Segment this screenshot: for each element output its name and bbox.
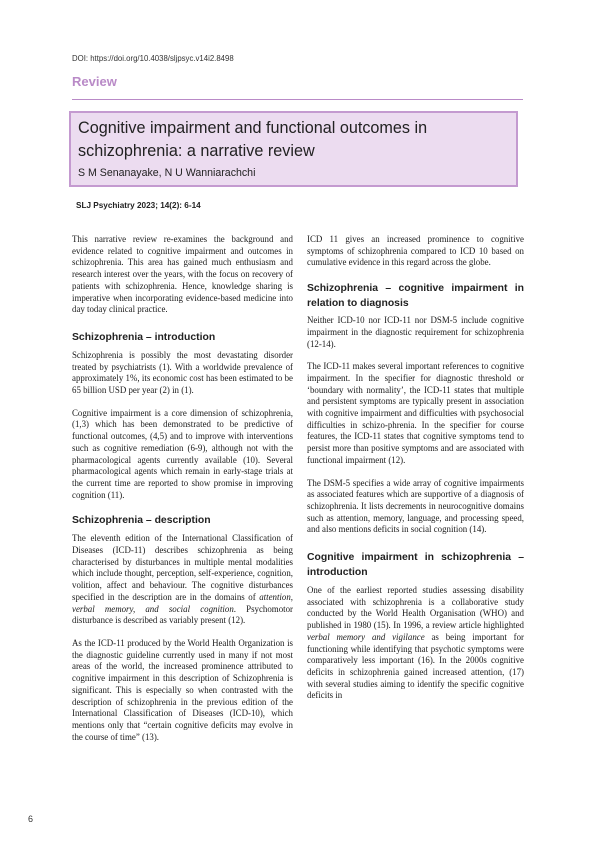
doi-line: DOI: https://doi.org/10.4038/sljpsyc.v14i2.8498: [72, 54, 234, 63]
heading-cognitive-impairment-introduction: Cognitive impairment in schizophrenia – introduction: [307, 552, 524, 579]
heading-schizophrenia-introduction: Schizophrenia – introduction: [72, 331, 216, 343]
left-paragraph-5: As the ICD-11 produced by the World Health Organization is the diagnostic guideline currently used in many if not most areas of the world, the increased prominence attributed to cognitive impairment in this description of Schizophrenia is significant. This is especially so when contrasted with the description of schizophrenia in the previous edition of the International Classification of Diseases (ICD-10), which mentions only that “certain cognitive deficits may evolve in the course of time” (13).: [72, 637, 293, 742]
right-paragraph-2: Neither ICD-10 nor ICD-11 nor DSM-5 include cognitive impairment in the diagnostic requirement for schizophrenia (12-14).: [307, 315, 524, 349]
article-title: Cognitive impairment and functional outcomes in schizophrenia: a narrative review: [78, 119, 428, 160]
left-column: [72, 234, 293, 743]
left-paragraph-3: Cognitive impairment is a core dimension of schizophrenia, (1,3) which has been demonstrated to be predictive of functional outcomes, (4,5) and to improve with interventions such as cognitive remediation (6-9), although not with the pharmacological agents currently available (10). Several pharmacological agents which remain in early-stage trials at the current time are reported to show promise in improving cognition (11).: [72, 407, 293, 500]
page-number: 6: [28, 814, 34, 824]
right-paragraph-5: One of the earliest reported studies assessing disability associated with schizophrenia is a collaborative study conducted by the World Health Organisation (WHO) and published in 1980 (15). In 1996, a review article highlighted verbal memory and vigilance as being important for functioning while identifying that psychotic symptoms were comparatively less important (16). In the 2000s cognitive deficits in schizophrenia gained increased attention, (17) with several studies aiming to identify the specific cognitive deficits in: [307, 585, 524, 701]
right-paragraph-1: ICD 11 gives an increased prominence to cognitive symptoms of schizophrenia compared to ICD 10 based on cumulative evidence in this regard across the globe.: [307, 234, 524, 268]
right-paragraph-4: The DSM-5 specifies a wide array of cognitive impairments as associated features which are supportive of a diagnosis of schizophrenia. It lists decrements in neurocognitive domains such as attention, memory, language, and processing speed, and also mentions deficits in social cognition (14).: [307, 477, 524, 535]
right-paragraph-3: The ICD-11 makes several important references to cognitive impairment. In the specifier for diagnostic threshold or ‘boundary with normality’, the ICD-11 states that multiple and persistent symptoms are typically present in association with cognitive impairment and difficulties with psychosocial difficulties in schizo-phrenia. In the specifier for course features, the ICD-11 states that cognitive symptoms tend to persist more than positive symptoms and are associated with functional impairment (12).: [307, 361, 524, 465]
left-paragraph-1: This narrative review re-examines the background and evidence related to cognitive impairment and outcomes in schizophrenia. This area has gained much enthusiasm and research interest over the years, with the focus on recovery of patients with schizophrenia. Hence, knowledge sharing is imperative when incorporating evidence-based medicine into day today clinical practice.: [72, 234, 293, 315]
left-paragraph-4: The eleventh edition of the International Classification of Diseases (ICD-11) describes schizophrenia as being characterised by disturbances in multiple mental modalities which include thought, perception, self-experience, cognition, volition, affect and behaviour. The cognitive disturbances specified in the description are in the domains of attention, verbal memory, and social cognition. Psychomotor disturbance is described as variably present (12).: [72, 533, 294, 626]
article-type: Review: [72, 74, 117, 89]
left-paragraph-2: Schizophrenia is possibly the most devastating disorder treated by psychiatrists (1). With a worldwide prevalence of approximately 1%, its economic cost has been estimated to be 65 billion USD per year (2) in (1).: [72, 349, 293, 396]
heading-cognitive-impairment-diagnosis: Schizophrenia – cognitive impairment in relation to diagnosis: [307, 283, 524, 310]
italic-memory-vigilance: verbal memory and vigilance: [307, 631, 425, 642]
heading-schizophrenia-description: Schizophrenia – description: [72, 515, 211, 527]
italic-domains: attention, verbal memory, and social cognition: [72, 591, 293, 614]
citation: SLJ Psychiatry 2023; 14(2): 6-14: [76, 201, 201, 210]
right-column: [307, 234, 524, 702]
header-divider: [72, 99, 523, 100]
authors: S M Senanayake, N U Wanniarachchi: [78, 167, 256, 179]
